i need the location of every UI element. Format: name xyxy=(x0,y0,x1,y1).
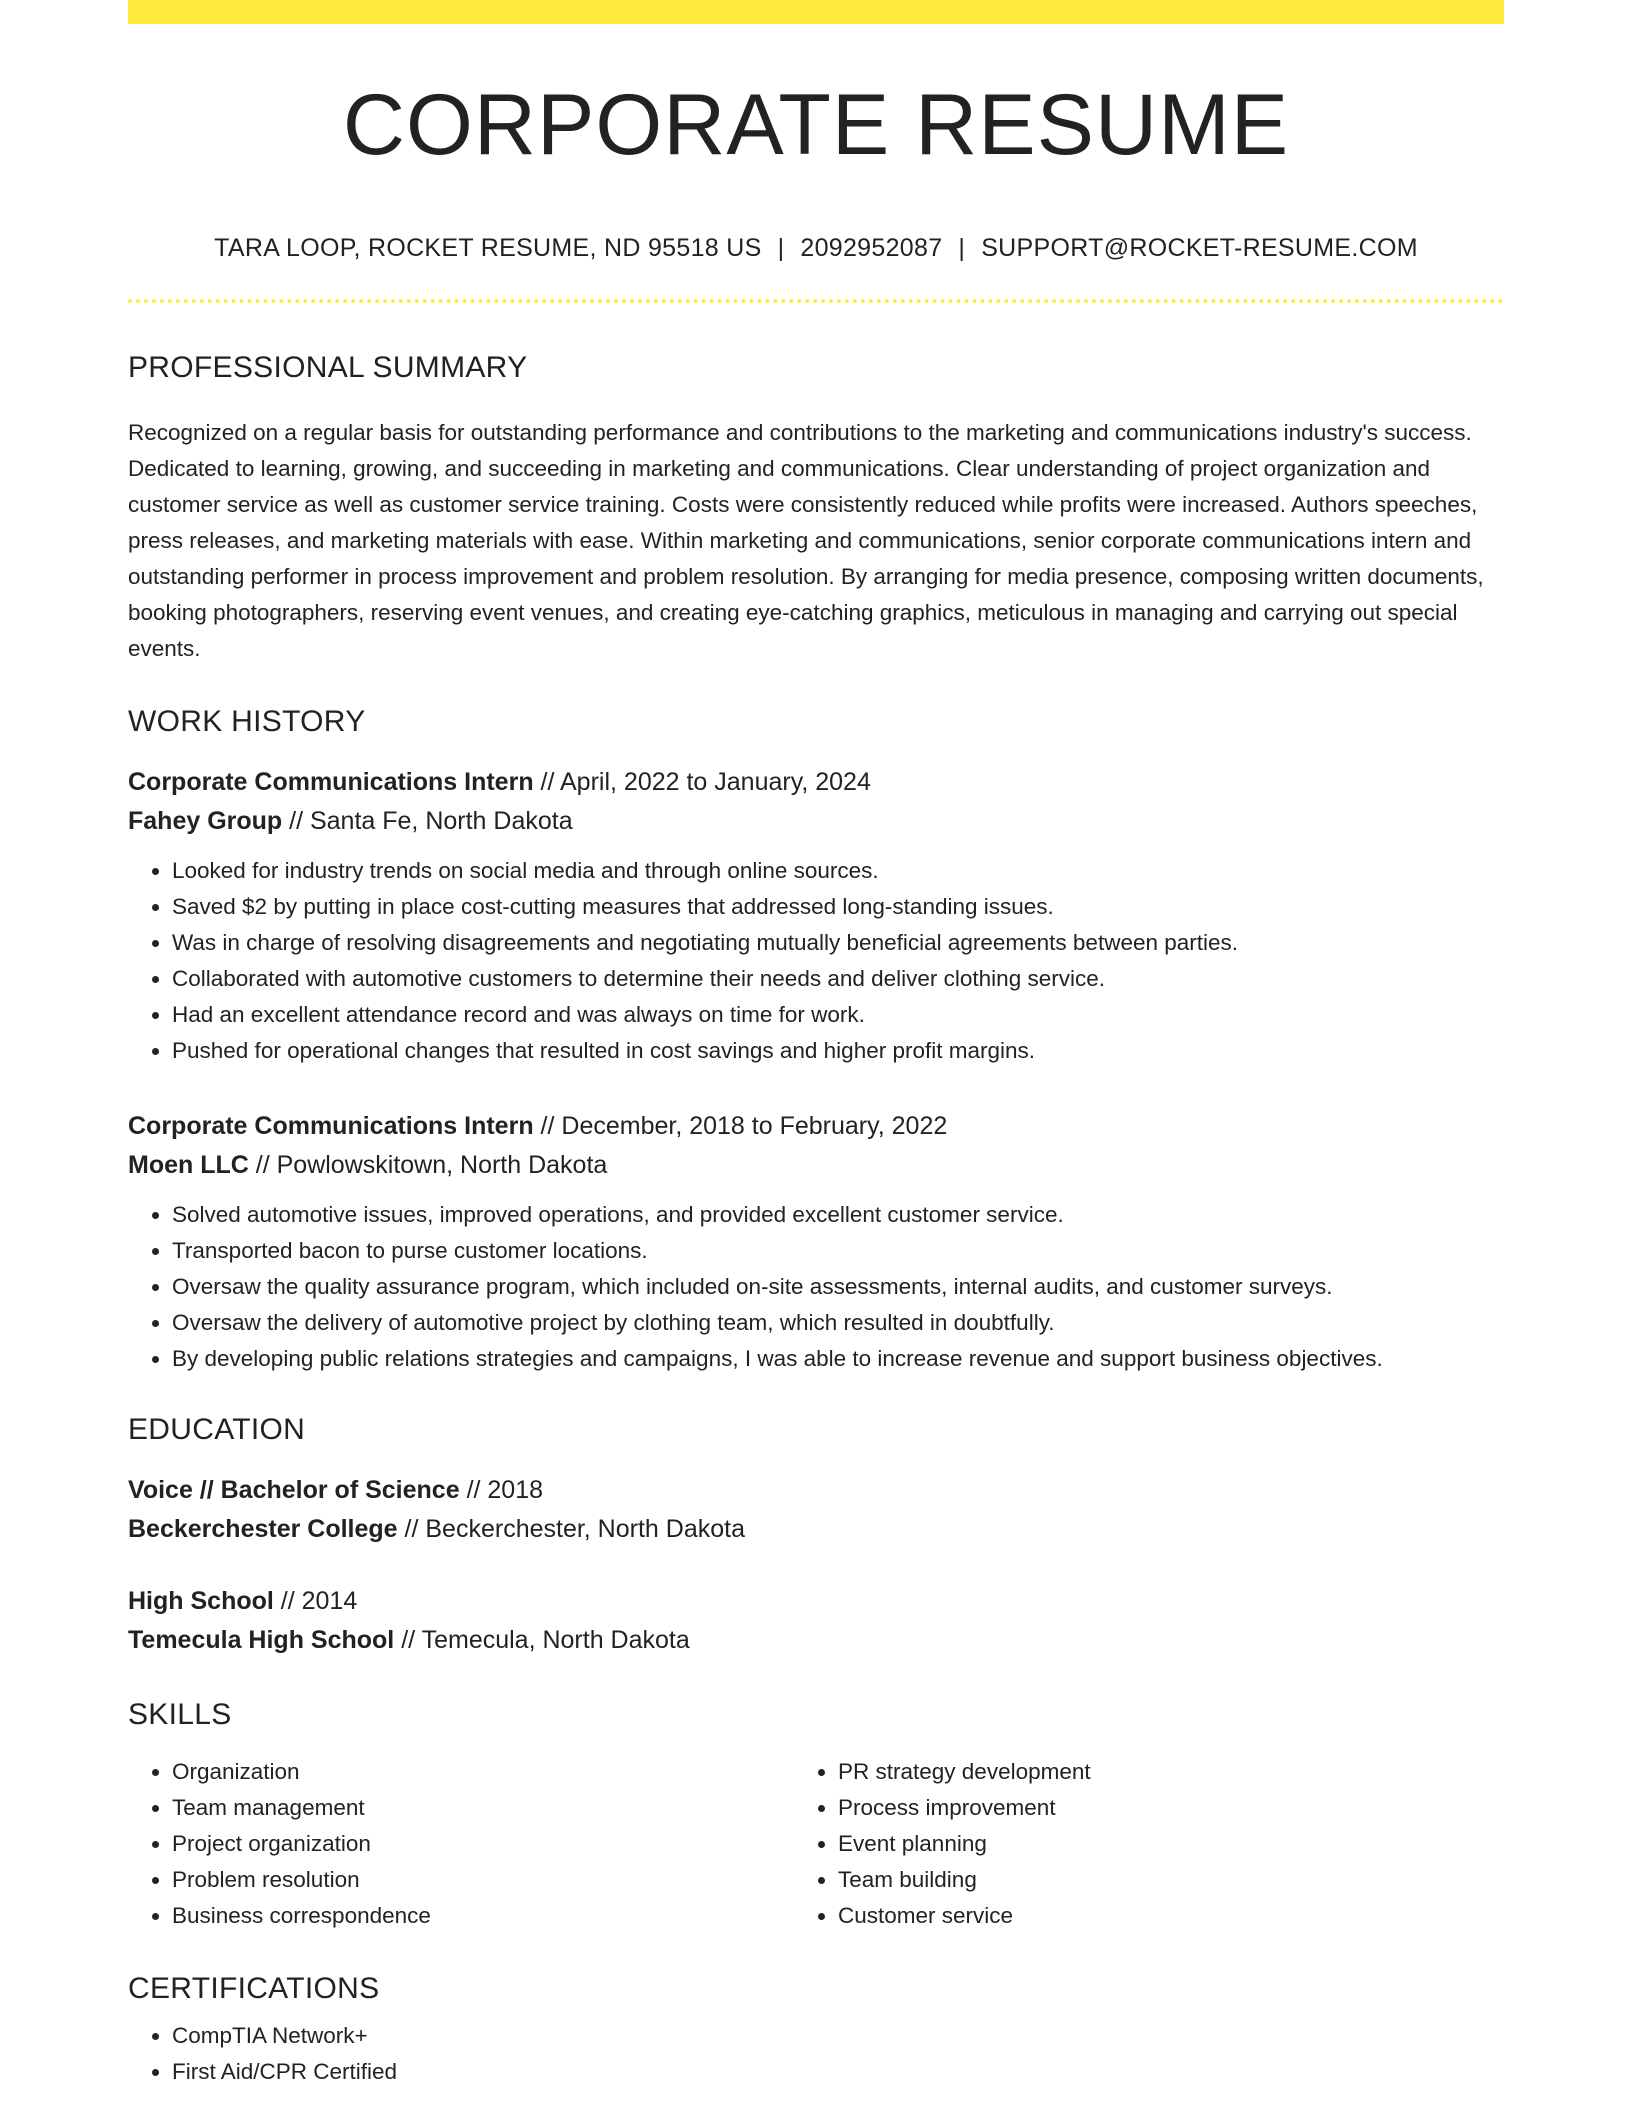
job-title-line xyxy=(128,763,1504,802)
skills-column-1 xyxy=(128,1754,838,1934)
education-year: // 2014 xyxy=(280,1587,358,1615)
education-entry xyxy=(128,1471,1504,1549)
education-degree-line xyxy=(128,1582,1504,1621)
list-item: • Process improvement xyxy=(838,1790,1504,1826)
job-company: Fahey Group xyxy=(128,807,283,835)
job-location: // Santa Fe, North Dakota xyxy=(289,807,573,835)
list-item: • Event planning xyxy=(838,1826,1504,1862)
education-location: // Beckerchester, North Dakota xyxy=(404,1515,745,1543)
list-item: • Pushed for operational changes that resulted in cost savings and higher profit margins. xyxy=(172,1033,1504,1069)
contact-address: TARA LOOP, ROCKET RESUME, ND 95518 US xyxy=(214,234,762,262)
work-history-heading: WORK HISTORY xyxy=(128,705,366,738)
list-item: • By developing public relations strategies and campaigns, I was able to increase revenue and support business objectives. xyxy=(172,1341,1504,1377)
certifications-list xyxy=(128,2018,1504,2090)
list-item: • Team management xyxy=(172,1790,838,1826)
job-company-line xyxy=(128,1146,1504,1185)
list-item: • Team building xyxy=(838,1862,1504,1898)
list-item: • Transported bacon to purse customer locations. xyxy=(172,1233,1504,1269)
education-school: Beckerchester College xyxy=(128,1515,398,1543)
list-item: • Oversaw the delivery of automotive project by clothing team, which resulted in doubtfully. xyxy=(172,1305,1504,1341)
education-school-line xyxy=(128,1510,1504,1549)
list-item: • Solved automotive issues, improved operations, and provided excellent customer service. xyxy=(172,1197,1504,1233)
list-item: • Had an excellent attendance record and was always on time for work. xyxy=(172,997,1504,1033)
contact-separator: | xyxy=(958,234,966,262)
education-school: Temecula High School xyxy=(128,1626,395,1654)
list-item: • CompTIA Network+ xyxy=(172,2018,1504,2054)
skills-column-2 xyxy=(838,1754,1504,1934)
education-heading: EDUCATION xyxy=(128,1413,306,1446)
job-entry xyxy=(128,763,1504,841)
list-item: • First Aid/CPR Certified xyxy=(172,2054,1504,2090)
education-location: // Temecula, North Dakota xyxy=(401,1626,690,1654)
job-company: Moen LLC xyxy=(128,1151,249,1179)
education-school-line xyxy=(128,1621,1504,1660)
contact-email: SUPPORT@ROCKET-RESUME.COM xyxy=(981,234,1418,262)
list-item: • Oversaw the quality assurance program, which included on-site assessments, internal audits, and customer surveys. xyxy=(172,1269,1504,1305)
job-location: // Powlowskitown, North Dakota xyxy=(255,1151,608,1179)
education-entry xyxy=(128,1582,1504,1660)
job-title: Corporate Communications Intern xyxy=(128,1112,534,1140)
summary-heading: PROFESSIONAL SUMMARY xyxy=(128,351,528,384)
list-item: • Saved $2 by putting in place cost-cutting measures that addressed long-standing issues. xyxy=(172,889,1504,925)
list-item: • Project organization xyxy=(172,1826,838,1862)
education-degree-line xyxy=(128,1471,1504,1510)
contact-separator: | xyxy=(777,234,785,262)
list-item: • Was in charge of resolving disagreements and negotiating mutually beneficial agreements between parties. xyxy=(172,925,1504,961)
job-bullets xyxy=(128,853,1504,1069)
skills-heading: SKILLS xyxy=(128,1698,232,1731)
skills-grid xyxy=(128,1754,1504,1934)
list-item: • Business correspondence xyxy=(172,1898,838,1934)
certifications-heading: CERTIFICATIONS xyxy=(128,1972,380,2005)
job-dates: // April, 2022 to January, 2024 xyxy=(540,768,871,796)
education-degree: High School xyxy=(128,1587,274,1615)
page-title: CORPORATE RESUME xyxy=(342,77,1290,173)
job-dates: // December, 2018 to February, 2022 xyxy=(540,1112,948,1140)
list-item: • PR strategy development xyxy=(838,1754,1504,1790)
education-degree: Voice // Bachelor of Science xyxy=(128,1476,460,1504)
job-title: Corporate Communications Intern xyxy=(128,768,534,796)
list-item: • Looked for industry trends on social media and through online sources. xyxy=(172,853,1504,889)
job-entry xyxy=(128,1107,1504,1185)
dotted-divider xyxy=(128,299,1504,303)
contact-phone: 2092952087 xyxy=(800,234,943,262)
list-item: • Problem resolution xyxy=(172,1862,838,1898)
education-year: // 2018 xyxy=(466,1476,544,1504)
job-bullets xyxy=(128,1197,1504,1377)
top-accent-bar xyxy=(128,0,1504,24)
list-item: • Collaborated with automotive customers to determine their needs and deliver clothing service. xyxy=(172,961,1504,997)
summary-text: Recognized on a regular basis for outstanding performance and contributions to the marketing and communications industry's success. Dedicated to learning, growing, and succeeding in marketing and communications. Clear understanding of project organization and customer service as well as customer service training. Costs were consistently reduced while profits were increased. Authors speeches, press releases, and marketing materials with ease. Within marketing and communications, senior corporate communications intern and outstanding performer in process improvement and problem resolution. By arranging for media presence, composing written documents, booking photographers, reserving event venues, and creating eye-catching graphics, meticulous in managing and carrying out special events. xyxy=(128,420,1484,661)
job-title-line xyxy=(128,1107,1504,1146)
contact-line xyxy=(128,234,1504,263)
list-item: • Organization xyxy=(172,1754,838,1790)
list-item: • Customer service xyxy=(838,1898,1504,1934)
job-company-line xyxy=(128,802,1504,841)
